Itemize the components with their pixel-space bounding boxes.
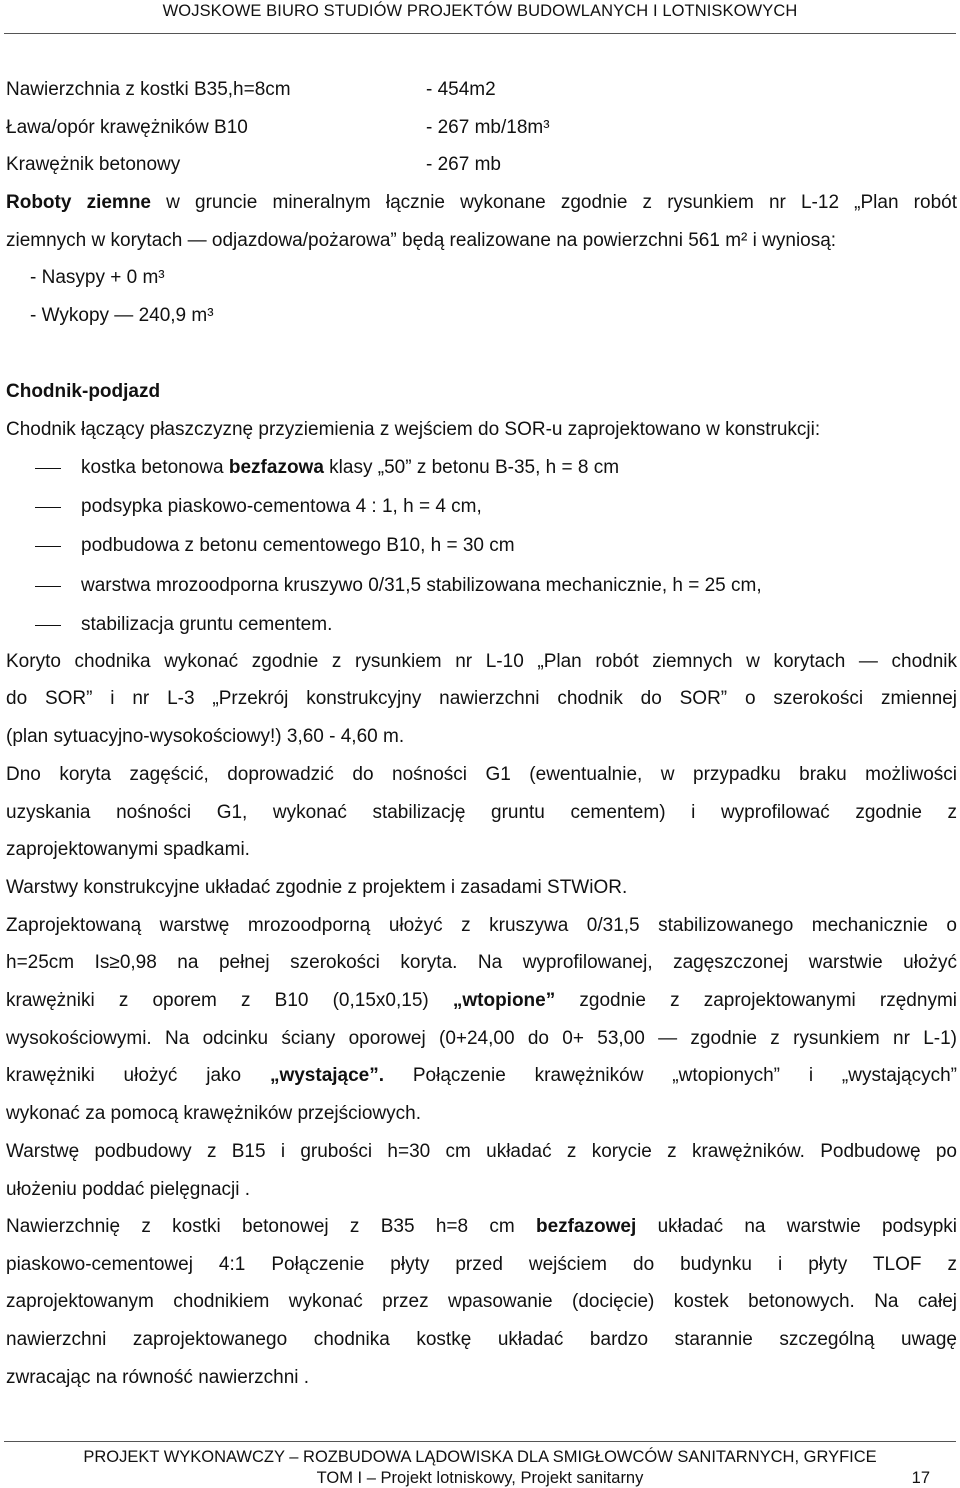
layer-text: kostka betonowa bezfazowa klasy „50” z betonu B-35, h = 8 cm	[81, 457, 620, 478]
quantity-row	[6, 117, 550, 138]
paragraph-line: krawężniki z oporem z B10 (0,15x0,15) „wtopione” zgodnie z zaprojektowanymi rzędnymi	[6, 990, 957, 1011]
quantity-label: Ława/opór krawężników B10	[6, 117, 248, 138]
footer-divider	[4, 1441, 956, 1442]
quantity-value: - 267 mb/18m³	[426, 117, 550, 138]
earthworks-nasypy: - Nasypy + 0 m³	[30, 267, 165, 288]
paragraph-line: uzyskania nośności G1, wykonać stabilizację gruntu cementem) i wyprofilować zgodnie z	[6, 802, 957, 823]
quantity-label: Nawierzchnia z kostki B35,h=8cm	[6, 79, 291, 100]
quantity-row	[6, 79, 496, 100]
paragraph-line: zaprojektowanymi spadkami.	[6, 839, 250, 860]
paragraph-line: zwracając na równość nawierzchni .	[6, 1367, 310, 1388]
paragraph-line: Koryto chodnika wykonać zgodnie z rysunkiem nr L-10 „Plan robót ziemnych w korytach — chodnik	[6, 651, 957, 672]
paragraph-line: Warstwę podbudowy z B15 i grubości h=30 cm układać z korycie z krawężników. Podbudowę po	[6, 1141, 957, 1162]
earthworks-line-1	[6, 193, 957, 212]
layer-text: podbudowa z betonu cementowego B10, h = 30 cm	[81, 535, 515, 556]
paragraph-line: wykonać za pomocą krawężników przejściowych.	[6, 1103, 421, 1124]
dash-bullet	[35, 546, 61, 547]
dash-bullet	[35, 468, 61, 469]
paragraph-line: wysokościowymi. Na odcinku ściany oporowej (0+24,00 do 0+ 53,00 — zgodnie z rysunkiem nr L-1)	[6, 1028, 957, 1049]
footer-project-title: PROJEKT WYKONAWCZY – ROZBUDOWA LĄDOWISKA DLA SMIGŁOWCÓW SANITARNYCH, GRYFICE	[83, 1448, 877, 1466]
paragraph-line: zaprojektowanym chodnikiem wykonać przez wpasowanie (docięcie) kostek betonowych. Na całej	[6, 1291, 957, 1312]
footer-volume: TOM I – Projekt lotniskowy, Projekt sanitarny	[316, 1469, 644, 1487]
earthworks-line-2: ziemnych w korytach — odjazdowa/pożarowa” będą realizowane na powierzchni 561 m² i wyniosą:	[6, 230, 837, 251]
paragraph-line: do SOR” i nr L-3 „Przekrój konstrukcyjny nawierzchni chodnik do SOR” o szerokości zmiennej	[6, 688, 957, 709]
paragraph-line: Warstwy konstrukcyjne układać zgodnie z projektem i zasadami STWiOR.	[6, 877, 628, 898]
paragraph-line: Zaprojektowaną warstwę mrozoodporną ułożyć z kruszywa 0/31,5 stabilizowanego mechanicznie o	[6, 915, 957, 936]
earthworks-text: w gruncie mineralnym łącznie wykonane zgodnie z rysunkiem nr L-12 „Plan robót	[151, 192, 957, 213]
dash-bullet	[35, 507, 61, 508]
layer-text: stabilizacja gruntu cementem.	[81, 614, 333, 635]
sidewalk-intro: Chodnik łączący płaszczyznę przyziemienia z wejściem do SOR-u zaprojektowano w konstrukcji:	[6, 419, 821, 440]
quantity-value: - 267 mb	[426, 154, 501, 175]
section-heading: Chodnik-podjazd	[6, 381, 161, 402]
earthworks-lead: Roboty ziemne	[6, 192, 151, 213]
dash-bullet	[35, 625, 61, 626]
quantity-label: Krawężnik betonowy	[6, 154, 181, 175]
quantity-value: - 454m2	[426, 79, 496, 100]
paragraph-line: (plan sytuacyjno-wysokościowy!) 3,60 - 4,60 m.	[6, 726, 405, 747]
layer-text: podsypka piaskowo-cementowa 4 : 1, h = 4 cm,	[81, 496, 482, 517]
page-number: 17	[911, 1469, 930, 1487]
layer-text: warstwa mrozoodporna kruszywo 0/31,5 stabilizowana mechanicznie, h = 25 cm,	[81, 575, 762, 596]
header-divider	[4, 33, 956, 34]
dash-bullet	[35, 586, 61, 587]
paragraph-line: krawężniki ułożyć jako „wystające”. Połączenie krawężników „wtopionych” i „wystających”	[6, 1065, 957, 1086]
quantity-row	[6, 154, 501, 175]
paragraph-line: Dno koryta zagęścić, doprowadzić do nośności G1 (ewentualnie, w przypadku braku możliwości	[6, 764, 957, 785]
earthworks-wykopy: - Wykopy — 240,9 m³	[30, 305, 214, 326]
paragraph-line: ułożeniu poddać pielęgnacji .	[6, 1179, 251, 1200]
paragraph-line: Nawierzchnię z kostki betonowej z B35 h=8 cm bezfazowej układać na warstwie podsypki	[6, 1216, 957, 1237]
page-header-title: WOJSKOWE BIURO STUDIÓW PROJEKTÓW BUDOWLANYCH I LOTNISKOWYCH	[162, 2, 798, 20]
paragraph-line: h=25cm Is≥0,98 na pełnej szerokości koryta. Na wyprofilowanej, zagęszczonej warstwie ułożyć	[6, 952, 957, 973]
paragraph-line: piaskowo-cementowej 4:1 Połączenie płyty przed wejściem do budynku i płyty TLOF z	[6, 1254, 957, 1275]
paragraph-line: nawierzchni zaprojektowanego chodnika kostkę układać bardzo starannie szczególną uwagę	[6, 1329, 957, 1350]
